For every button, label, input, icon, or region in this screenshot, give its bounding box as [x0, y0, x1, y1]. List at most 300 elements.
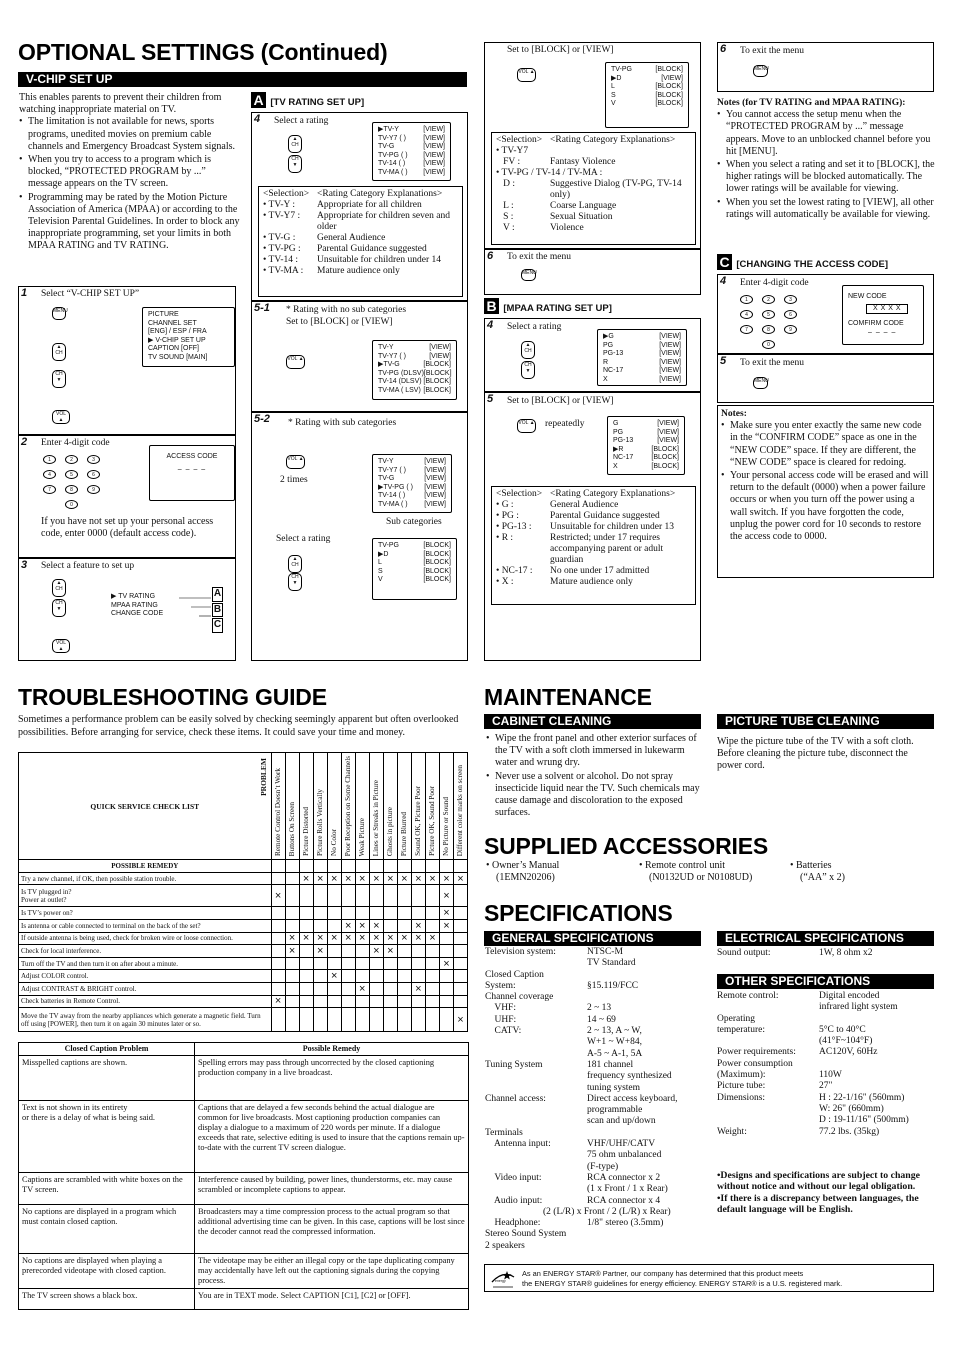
check-mark: × [313, 932, 327, 945]
access-note: • Your personal access code will be erased and will return to the default (0000) when a power failure occurs or when you turn off the power using a wall switch. If you have forgotten the code, unplug the power cord for 10 seconds to restore the access code to 0000. [721, 470, 930, 543]
check-mark [383, 1008, 397, 1032]
check-mark: × [411, 932, 425, 945]
check-mark [453, 970, 467, 983]
spec-label: Operating temperature: [717, 1013, 766, 1035]
spec-label: CATV: [485, 1026, 522, 1037]
checklist-row [19, 872, 468, 885]
check-mark: × [383, 945, 397, 958]
check-mark [271, 1008, 285, 1032]
check-mark [355, 995, 369, 1008]
tv-rating-explanations [258, 186, 463, 297]
check-mark [285, 885, 299, 907]
digit-key-icon: 6 [784, 310, 797, 319]
selection-header: <Selection> <Rating Category Explanations> [263, 189, 443, 199]
check-mark: × [327, 970, 341, 983]
check-mark [271, 920, 285, 933]
check-mark [355, 970, 369, 983]
spec-label: Picture tube: [717, 1081, 766, 1092]
check-mark: × [271, 885, 285, 907]
check-mark [299, 995, 313, 1008]
selection-row: S : Sexual Situation [496, 212, 613, 222]
check-mark [271, 982, 285, 995]
check-mark: × [411, 982, 425, 995]
check-mark [369, 970, 383, 983]
digit-key-icon: 4 [740, 310, 753, 319]
check-mark [313, 1008, 327, 1032]
vchip-bullet: • Programming may be rated by the Motion Picture Association of America (MPAA) or according to the Television Parental Guidelines. In order to block any inappropriate programming, set your limits in both MPAA RATING and TV RATING. [19, 192, 241, 253]
rating-row: TV-14 ( ) [VIEW] [378, 160, 445, 167]
checklist-row [19, 995, 468, 1008]
check-mark: × [341, 920, 355, 933]
vchip-step-2 [18, 435, 236, 558]
check-mark [397, 970, 411, 983]
check-mark: × [355, 982, 369, 995]
ch-down-button-icon: CH ▼ [288, 155, 302, 173]
check-mark: × [369, 932, 383, 945]
rating-row: NC-17 [BLOCK] [613, 454, 679, 461]
check-mark [299, 885, 313, 907]
remedy-text: Is TV’s power on? [19, 907, 272, 920]
electrical-specs-header: ELECTRICAL SPECIFICATIONS [717, 931, 934, 946]
spec-label: Antenna input: [485, 1139, 551, 1150]
mpaa-rating-screen [597, 329, 687, 386]
remedy-text: Adjust COLOR control. [19, 970, 272, 983]
rating-row: NC-17 [VIEW] [603, 367, 681, 374]
optional-settings-title: OPTIONAL SETTINGS (Continued) [18, 39, 388, 65]
quick-service-check-list [18, 752, 468, 1032]
check-mark [271, 945, 285, 958]
feature-menu-screen: ▶ TV RATING MPAA RATING CHANGE CODE [111, 593, 164, 617]
vol-button-icon: VOL ▲ [286, 355, 305, 369]
check-mark [285, 920, 299, 933]
selection-row: • G : General Audience [496, 500, 619, 510]
rating-row: TV-Y7 ( ) [VIEW] [378, 134, 445, 142]
spec-value: 181 channel frequency synthesized tuning system [587, 1059, 672, 1093]
subcategory-row: V [BLOCK] [611, 100, 683, 107]
mpaa-step-5: 5 Set to [BLOCK] or [VIEW] VOL ▲ repeatedly G [VIEW] PG [VIEW] PG-13 [VIEW] ▶R [BLOCK] NC-17 [BLOCK] X [BLOCK] <Selection> <Rating Category Explanations> • G : General Audience • PG : Parental Guidance suggested • PG-13 : Unsuitable for children under 13 • R : Restricted; under 17 requires accompanying parent or adult guardian • NC-17 : No one under 17 admitted • X : Mature audience only [484, 392, 701, 661]
mpaa-step-4: 4 Select a rating ▲ CH CH ▼ ▶G [VIEW] PG [VIEW] PG-13 [VIEW] R [VIEW] NC-17 [VIEW] X [VIEW] [484, 318, 701, 392]
check-mark: × [341, 932, 355, 945]
check-mark [327, 920, 341, 933]
subcategory-row: V [BLOCK] [378, 576, 451, 583]
check-mark [327, 885, 341, 907]
checklist-title: QUICK SERVICE CHECK LIST PROBLEM [19, 753, 272, 860]
section-letter-b: B [484, 298, 499, 314]
check-mark [369, 957, 383, 970]
possible-remedy-label: POSSIBLE REMEDY [19, 860, 272, 873]
check-mark: × [439, 920, 453, 933]
rating-row: G [VIEW] [613, 420, 679, 427]
check-mark [411, 945, 425, 958]
access-code-notes [717, 405, 934, 578]
check-mark [327, 982, 341, 995]
check-mark [299, 982, 313, 995]
selection-row: L : Coarse Language [496, 201, 617, 211]
check-mark [341, 907, 355, 920]
closed-caption-table [18, 1042, 468, 1310]
tv-rating-step-5-1: 5-1 * Rating with no sub categories Set to [BLOCK] or [VIEW] VOL ▲ TV-Y [VIEW] TV-Y7 ( ) [VIEW] ▶TV-G [BLOCK] TV-PG (DLSV) [BLOCK] TV-14 (DLSV) [BLOCK] TV-MA ( LSV) [BLOCK] [251, 301, 468, 412]
selection-row: D : Suggestive Dialog (TV-PG, TV-14 only) [496, 179, 682, 200]
check-mark [397, 995, 411, 1008]
rating-row: TV-PG ( ) [VIEW] [378, 151, 445, 159]
cc-problem: Captions are scrambled with white boxes on the TV screen. [19, 1173, 195, 1205]
check-mark [439, 1008, 453, 1032]
selection-row: • PG : Parental Guidance suggested [496, 511, 660, 521]
vchip-bullets [19, 116, 241, 252]
check-mark: × [369, 872, 383, 885]
rating-row: TV-G [VIEW] [378, 143, 445, 150]
check-mark: × [341, 872, 355, 885]
check-mark [271, 970, 285, 983]
rating-row: TV-MA ( LSV) [BLOCK] [378, 386, 451, 394]
selection-row: • TV-Y7 [496, 146, 529, 156]
rating-row: R [VIEW] [603, 358, 681, 366]
section-letter-c: C [717, 254, 732, 270]
check-mark [383, 970, 397, 983]
spec-value: H : 22-1/16" (560mm) W: 26" (660mm) D : 19-11/16" (500mm) [819, 1092, 909, 1126]
check-mark [369, 982, 383, 995]
selection-row: • TV-PG / TV-14 / TV-MA : [496, 168, 603, 178]
check-mark [397, 907, 411, 920]
check-mark: × [355, 872, 369, 885]
spec-label: Power consumption (Maximum): [717, 1058, 793, 1081]
ch-down-button-icon: CH ▼ [52, 599, 66, 617]
check-mark [425, 957, 439, 970]
rating-row: TV-Y7 ( ) [VIEW] [378, 352, 451, 360]
mpaa-explanations [491, 486, 696, 605]
spec-label: Audio input: [485, 1195, 543, 1206]
remedy-text: Check batteries in Remote Control. [19, 995, 272, 1008]
selection-row: • X : Mature audience only [496, 577, 633, 587]
tv-rating-step-4: 4 Select a rating ▲ CH CH ▼ ▶TV-Y [VIEW] TV-Y7 ( ) [VIEW] TV-G [VIEW] TV-PG ( ) [VIEW] TV-14 ( ) [VIEW] TV-MA ( ) [VIEW] <Selection> <Rating Category Explanations> • TV-Y : Appropriate for all children • TV-Y7 : Appropriate for children seven and older • TV-G : General Audience • TV-PG : Parental Guidance suggested • TV-14 : Unsuitable for children under 14 • TV-MA : Mature audience only [251, 112, 468, 301]
check-mark [425, 1008, 439, 1032]
digit-key-icon: 5 [762, 310, 775, 319]
check-mark [313, 995, 327, 1008]
check-mark [271, 907, 285, 920]
accessory-item: • Owner’s Manual (1EMN20206) [486, 860, 560, 884]
spec-value: 14 ~ 69 [587, 1014, 616, 1025]
ch-up-button-icon: ▲ CH [52, 343, 66, 361]
rating-row: ▶TV-PG ( ) [VIEW] [378, 483, 446, 491]
problem-column: Buttons On Screen [285, 753, 299, 860]
access-code-screen: ACCESS CODE – – – – [149, 445, 235, 501]
rating-row: ▶R [BLOCK] [613, 445, 679, 453]
digit-key-icon: 2 [762, 295, 775, 304]
remedy-text: Is antenna or cable connected to terminal on the back of the set? [19, 920, 272, 933]
check-mark: × [439, 872, 453, 885]
check-mark [425, 970, 439, 983]
mpaa-block-screen [607, 416, 685, 475]
spec-label: Power requirements: [717, 1047, 796, 1058]
rating-row: X [BLOCK] [613, 462, 679, 470]
check-mark [425, 920, 439, 933]
remedy-text: Adjust CONTRAST & BRIGHT control. [19, 982, 272, 995]
tv-rating-screen [372, 122, 451, 181]
check-mark [439, 995, 453, 1008]
rating-row: ▶TV-Y [VIEW] [378, 126, 445, 133]
check-mark [327, 1008, 341, 1032]
accessory-item: • Remote control unit (N0132UD or N0108UD) [639, 860, 753, 884]
check-mark [369, 1008, 383, 1032]
number-keypad-icon [43, 455, 103, 515]
ch-down-button-icon: CH ▼ [52, 370, 66, 388]
check-mark [355, 885, 369, 907]
rating-row: ▶TV-G [BLOCK] [378, 361, 451, 368]
problem-column: Lines or Streaks in Picture [369, 753, 383, 860]
tv-subcategory-screen [372, 538, 457, 600]
digit-key-icon: 8 [65, 485, 78, 494]
spec-label: Sound output: [717, 948, 771, 958]
step-label: Enter 4-digit code [41, 438, 110, 448]
rating-notes [717, 97, 935, 222]
spec-label: Channel coverage [485, 992, 554, 1003]
check-mark [383, 920, 397, 933]
check-mark: × [285, 945, 299, 958]
check-mark: × [383, 872, 397, 885]
menu-button-icon: MENU [753, 377, 768, 389]
step-label: Select a feature to set up [41, 561, 135, 571]
selection-row: • TV-MA : Mature audience only [263, 266, 400, 276]
spec-label: Stereo Sound System [485, 1229, 567, 1240]
spec-value: 77.2 lbs. (35kg) [819, 1126, 880, 1137]
check-mark [425, 907, 439, 920]
check-mark [341, 945, 355, 958]
spec-value: 5°C to 40°C (41°F~104°F) [819, 1024, 873, 1047]
check-mark [439, 945, 453, 958]
check-mark [327, 957, 341, 970]
check-mark [341, 970, 355, 983]
selection-row: • R : Restricted; under 17 requires accompanying parent or adult guardian [496, 533, 664, 565]
specifications-title: SPECIFICATIONS [484, 900, 673, 926]
spec-value: NTSC-M TV Standard [587, 947, 636, 969]
rating-note: • When you select a rating and set it to [BLOCK], the higher ratings will be blocked automatically. The lower ratings will be available for viewing. [717, 159, 935, 196]
tv-rating-sub-screen [372, 454, 452, 513]
checklist-row [19, 945, 468, 958]
check-mark: × [425, 872, 439, 885]
spec-label: Headphone: [485, 1218, 541, 1229]
rating-row: PG-13 [VIEW] [613, 437, 679, 444]
cc-row [19, 1205, 469, 1254]
rating-note: • When you set the lowest rating to [VIEW], all other ratings will automatically be available for viewing. [717, 197, 935, 221]
cc-remedy: Broadcasters may a time compression process to the actual program so that additional advertising time can be given. In this case, captions will be lost since the decoder cannot read the compressed information. [195, 1205, 469, 1254]
spec-label: Closed Caption System: [485, 969, 544, 991]
digit-key-icon: 3 [784, 295, 797, 304]
cc-row [19, 1056, 469, 1101]
change-code-step-5: 5 To exit the menu MENU [717, 354, 934, 403]
remedy-text: Is TV plugged in? Power at outlet? [19, 885, 272, 907]
spec-value: 1W, 8 ohm x2 [819, 948, 873, 958]
supplied-accessories-title: SUPPLIED ACCESSORIES [484, 833, 768, 859]
tv-rating-step-5-2: 5-2 * Rating with sub categories VOL ▲ 2 times TV-Y [VIEW] TV-Y7 ( ) [VIEW] TV-G [VIEW] ▶TV-PG ( ) [VIEW] TV-14 ( ) [VIEW] TV-MA ( ) [VIEW] Sub categories Select a rating ▲ CH CH ▼ TV-PG [BLOCK] ▶D [BLOCK] L [BLOCK] S [BLOCK] V [BLOCK] [251, 412, 468, 661]
menu-button-icon: MENU [52, 307, 66, 320]
check-mark [453, 957, 467, 970]
general-specs [485, 947, 700, 1252]
check-mark [383, 995, 397, 1008]
vchip-step-1 [18, 286, 236, 435]
rating-row: TV-MA ( ) [VIEW] [378, 500, 446, 508]
check-mark [355, 1008, 369, 1032]
check-mark: × [397, 872, 411, 885]
spec-disclaimers [717, 1170, 935, 1215]
check-mark: × [285, 932, 299, 945]
digit-key-icon: 8 [762, 325, 775, 334]
cc-remedy: Captions that are delayed a few seconds behind the actual dialogue are common for live broadcasts. Most captioning production companies can display a dialogue to a maximum of 220 words per minute. If a dialogue exceeds that rate, selective editing is used to insure that the captions remain up-to-date with the current TV screen dialogue. [195, 1101, 469, 1173]
problem-label: PROBLEM [258, 758, 268, 796]
step-6-exit: 6 To exit the menu MENU [717, 42, 934, 92]
vchip-bullet: • The limitation is not available for news, sports programs, unedited movies on premium cable channels and Emergency Broadcast System signals. [19, 116, 241, 153]
check-mark [425, 982, 439, 995]
cc-problem: No captions are displayed when playing a prerecorded videotape with closed caption. [19, 1254, 195, 1289]
vchip-menu-screen: PICTURE CHANNEL SET [ENG] / ESP / FRA ▶ V-CHIP SET UP CAPTION [OFF] TV SOUND [MAIN] [142, 307, 235, 367]
check-mark [341, 982, 355, 995]
check-mark [313, 982, 327, 995]
check-mark [341, 995, 355, 1008]
problem-column: No Picture or Sound [439, 753, 453, 860]
checklist-row [19, 885, 468, 907]
check-mark: × [439, 957, 453, 970]
rating-row: TV-14 (DLSV) [BLOCK] [378, 378, 451, 385]
spec-disclaimer: •Designs and specifications are subject to change without notice and without our legal obligation. [717, 1170, 920, 1193]
check-mark [285, 995, 299, 1008]
spec-label: UHF: [485, 1014, 517, 1025]
tv-rating-heading: A [TV RATING SET UP] [251, 92, 364, 109]
check-mark [355, 907, 369, 920]
section-letter-a: A [251, 92, 266, 108]
check-mark [299, 907, 313, 920]
check-mark [439, 982, 453, 995]
check-mark [285, 970, 299, 983]
spec-label: Video input: [485, 1172, 542, 1183]
check-mark [453, 995, 467, 1008]
check-mark [271, 932, 285, 945]
check-mark [383, 982, 397, 995]
check-mark [327, 945, 341, 958]
ch-down-button-icon: CH ▼ [288, 573, 302, 591]
check-mark [411, 995, 425, 1008]
remedy-text: Check for local interference. [19, 945, 272, 958]
digit-key-icon: 5 [65, 470, 78, 479]
check-mark [299, 970, 313, 983]
access-notes-title: Notes: [721, 409, 747, 419]
check-mark [439, 932, 453, 945]
check-mark: × [439, 885, 453, 907]
vol-button-icon: VOL ▲ [286, 455, 305, 469]
remedy-text: Move the TV away from the nearby appliances which generate a magnetic field. Turn off using [POWER], then turn it on again 30 minutes later or so. [19, 1008, 272, 1032]
spec-value: 1/8" stereo (3.5mm) [587, 1218, 664, 1229]
spec-label: Television system: [485, 947, 556, 957]
rating-row: TV-Y [VIEW] [378, 458, 446, 465]
check-mark [285, 872, 299, 885]
checklist-row [19, 907, 468, 920]
remedy-text: Try a new channel, if OK, then possible station trouble. [19, 872, 272, 885]
check-mark: × [355, 932, 369, 945]
digit-key-icon: 2 [65, 455, 78, 464]
checklist-row [19, 957, 468, 970]
check-mark [341, 957, 355, 970]
tv-rating-step-6: 6 To exit the menu MENU [484, 249, 701, 295]
checklist-row [19, 1008, 468, 1032]
access-note: • Make sure you enter exactly the same new code in the “CONFIRM CODE” space as one in the “NEW CODE” space. If they are different, the “NEW CODE” space is cleared for redoing. [721, 420, 930, 469]
check-mark: × [313, 872, 327, 885]
check-mark [355, 945, 369, 958]
troubleshooting-title: TROUBLESHOOTING GUIDE [18, 684, 327, 710]
check-mark [453, 885, 467, 907]
check-mark [369, 885, 383, 907]
remedy-text: If outside antenna is being used, check for broken wire or loose connection. [19, 932, 272, 945]
problem-column: Picture Distorted [299, 753, 313, 860]
check-mark [271, 872, 285, 885]
vchip-header: V-CHIP SET UP [18, 72, 467, 87]
spec-value: Digital encoded infrared light system [819, 991, 898, 1013]
digit-key-icon: 7 [43, 485, 56, 494]
digit-key-icon: 9 [87, 485, 100, 494]
check-mark [341, 885, 355, 907]
spec-label: Dimensions: [717, 1092, 766, 1103]
check-mark [383, 885, 397, 907]
check-mark: × [313, 945, 327, 958]
cc-remedy: Spelling errors may pass through uncorrected by the closed captioning production company in a live broadcast. [195, 1056, 469, 1101]
subcategory-explanations [491, 132, 696, 245]
spec-value: 2 ~ 13, A ~ W, W+1 ~ W+84, A-5 ~ A-1, 5A [587, 1026, 643, 1059]
selection-row: • TV-Y : Appropriate for all children [263, 200, 422, 210]
subcategory-row: TV-PG [BLOCK] [611, 66, 683, 73]
cc-problem-header: Closed Caption Problem [19, 1043, 195, 1056]
check-mark [397, 957, 411, 970]
spec-label: Weight: [717, 1126, 747, 1137]
vchip-step-3 [18, 558, 236, 661]
check-mark: × [271, 995, 285, 1008]
problem-column: Poor Reception on Some Channels [341, 753, 355, 860]
other-specs-header: OTHER SPECIFICATIONS [717, 974, 934, 989]
maintenance-title: MAINTENANCE [484, 684, 652, 710]
vol-button-icon: VOL ▲ [517, 419, 536, 433]
rating-row: TV-G [VIEW] [378, 475, 446, 482]
spec-value: 110W [819, 1070, 842, 1081]
ch-up-button-icon: ▲ CH [288, 135, 302, 153]
problem-column: Picture OK, Sound Poor [425, 753, 439, 860]
energy-text-1: As an ENERGY STAR® Partner, our company has determined that this product meets [522, 1269, 804, 1278]
subcategory-row: L [BLOCK] [611, 83, 683, 90]
check-mark [299, 957, 313, 970]
step-number: 2 [21, 436, 28, 448]
cc-problem: Misspelled captions are shown. [19, 1056, 195, 1101]
digit-key-icon: 0 [762, 340, 775, 349]
check-mark [383, 957, 397, 970]
subcategory-row: S [BLOCK] [378, 567, 451, 575]
problem-column: Picture Rolls Vertically [313, 753, 327, 860]
cc-problem: The TV screen shows a black box. [19, 1289, 195, 1310]
problem-column: Weak Picture [355, 753, 369, 860]
change-code-heading: C [CHANGING THE ACCESS CODE] [717, 254, 888, 271]
check-mark: × [369, 945, 383, 958]
check-mark [327, 995, 341, 1008]
selection-row: FV : Fantasy Violence [496, 157, 616, 167]
selection-header: <Selection> <Rating Category Explanations> [496, 135, 676, 145]
rating-row: TV-Y7 ( ) [VIEW] [378, 466, 446, 474]
rating-row: X [VIEW] [603, 375, 681, 383]
cc-row [19, 1254, 469, 1289]
check-mark [411, 1008, 425, 1032]
step-number: 1 [21, 287, 28, 299]
checklist-row [19, 970, 468, 983]
cc-remedy-header: Possible Remedy [195, 1043, 469, 1056]
selection-row: V : Violence [496, 223, 584, 233]
digit-key-icon: 0 [65, 500, 78, 509]
subcategory-row: S [BLOCK] [611, 91, 683, 99]
check-mark [411, 957, 425, 970]
digit-key-icon: 6 [87, 470, 100, 479]
check-mark [439, 970, 453, 983]
